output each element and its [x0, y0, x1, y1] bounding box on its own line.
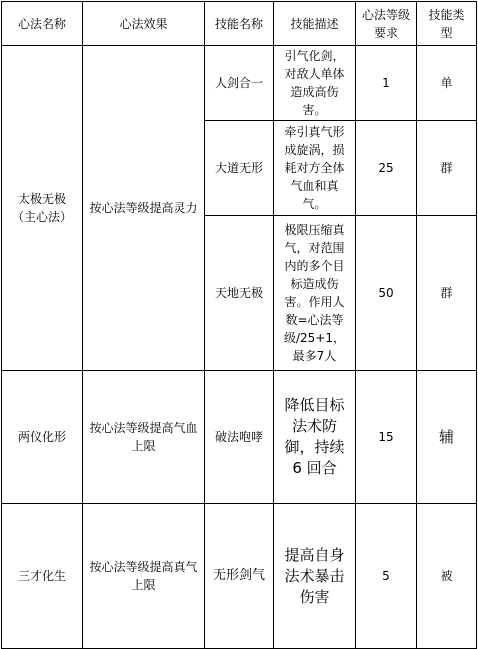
skill-name-cell: 无形剑气 [205, 504, 274, 649]
header-method-name: 心法名称 [2, 2, 83, 46]
skill-name-cell: 破法咆哮 [205, 371, 274, 504]
skill-type-cell: 单 [417, 46, 477, 121]
method-effect-cell: 按心法等级提高灵力 [83, 46, 205, 371]
skill-desc-cell: 极限压缩真气，对范围内的多个目标造成伤害。作用人数=心法等级/25+1，最多7人 [274, 216, 356, 371]
skill-name-cell: 人剑合一 [205, 46, 274, 121]
level-req-cell: 50 [356, 216, 417, 371]
level-req-cell: 1 [356, 46, 417, 121]
skill-desc-cell: 提高自身法术暴击伤害 [274, 504, 356, 649]
header-method-effect: 心法效果 [83, 2, 205, 46]
table-row [2, 371, 477, 504]
method-effect-cell: 按心法等级提高气血上限 [83, 371, 205, 504]
skill-desc-cell: 降低目标法术防御，持续 6 回合 [274, 371, 356, 504]
skill-name-cell: 大道无形 [205, 121, 274, 216]
skill-type-cell: 被 [417, 504, 477, 649]
skill-type-cell: 辅 [417, 371, 477, 504]
skill-type-cell: 群 [417, 216, 477, 371]
level-req-cell: 15 [356, 371, 417, 504]
header-row [2, 2, 477, 46]
method-name-cell: 三才化生 [2, 504, 83, 649]
skill-desc-cell: 引气化剑，对敌人单体造成高伤害。 [274, 46, 356, 121]
skills-table [1, 1, 477, 649]
method-effect-cell: 按心法等级提高真气上限 [83, 504, 205, 649]
skill-desc-cell: 牵引真气形成旋涡，损耗对方全体气血和真气。 [274, 121, 356, 216]
header-level-req: 心法等级要求 [356, 2, 417, 46]
skill-name-cell: 天地无极 [205, 216, 274, 371]
header-skill-name: 技能名称 [205, 2, 274, 46]
method-name-cell: 两仪化形 [2, 371, 83, 504]
skill-type-cell: 群 [417, 121, 477, 216]
header-skill-desc: 技能描述 [274, 2, 356, 46]
level-req-cell: 25 [356, 121, 417, 216]
table-row [2, 504, 477, 649]
table-row [2, 46, 477, 121]
level-req-cell: 5 [356, 504, 417, 649]
header-skill-type: 技能类型 [417, 2, 477, 46]
method-name-cell: 太极无极（主心法） [2, 46, 83, 371]
